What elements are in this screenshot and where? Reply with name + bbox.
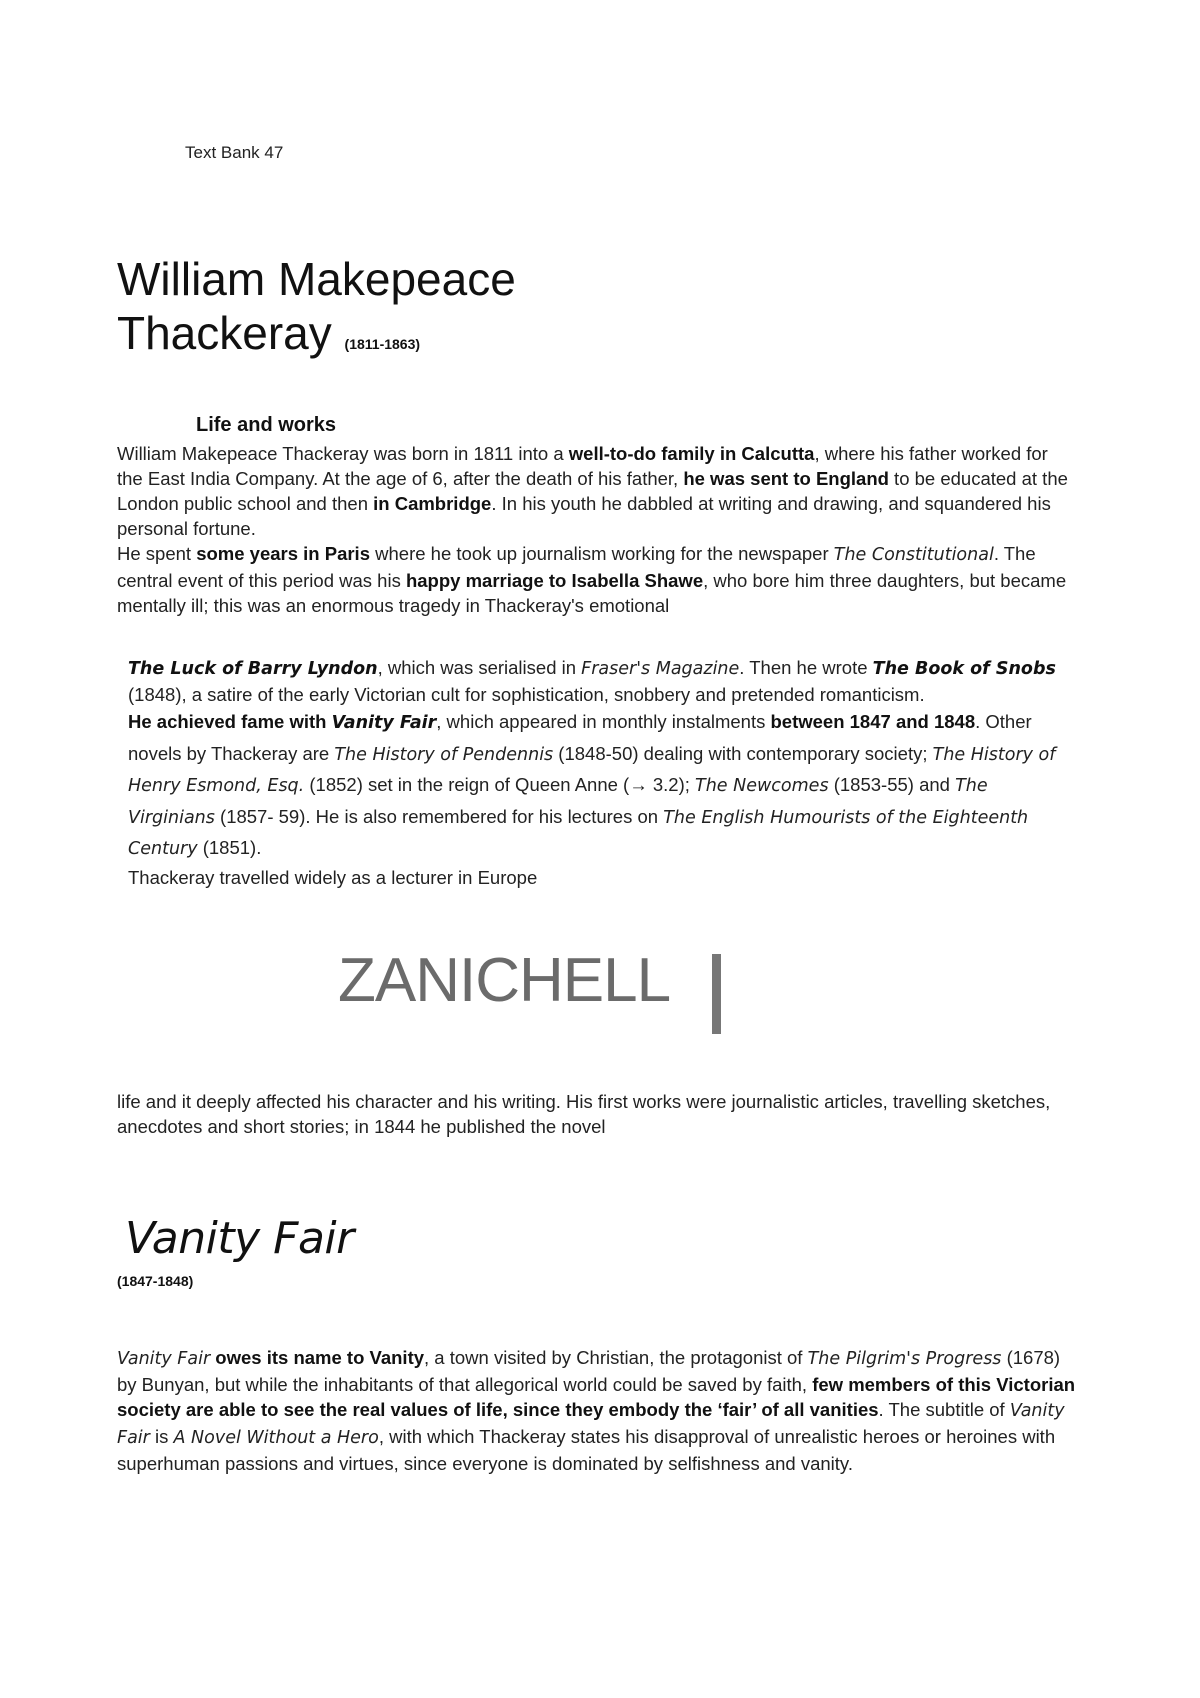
zanichelli-logo: ZANICHELL (338, 946, 671, 1015)
author-dates: (1811-1863) (344, 336, 421, 352)
text-bank-label: Text Bank 47 (185, 143, 284, 162)
life-paragraph-2: The Luck of Barry Lyndon, which was serialised in Fraser's Magazine. Then he wrote The Book of Snobs (1848), a satire of the early Victorian cult for sophistication, snobbery and pretended romanticism. He achieved fame with Vanity Fair, which appeared in monthly instalments between 1847 and 1848. Other novels by Thackeray are The History of Pendennis (1848-50) dealing with contemporary society; The History of Henry Esmond, Esq. (1852) set in the reign of Queen Anne (→ 3.2); The Newcomes (1853-55) and The Virginians (1857- 59). He is also remembered for his lectures on The English Humourists of the Eighteenth Century (1851). Thackeray travelled widely as a lecturer in Europe (128, 657, 1056, 888)
novel-paragraph: Vanity Fair owes its name to Vanity, a town visited by Christian, the protagonist of The Pilgrim's Progress (1678) by Bunyan, but while the inhabitants of that allegorical world could be saved by faith, few members of this Victorian society are able to see the real values of life, since they embody the ‘fair’ of all vanities. The subtitle of Vanity Fair is A Novel Without a Hero, with which Thackeray states his disapproval of unrealistic heroes or heroines with superhuman passions and virtues, since everyone is dominated by selfishness and vanity. (117, 1347, 1076, 1474)
life-paragraph-1: William Makepeace Thackeray was born in 1811 into a well-to-do family in Calcutta, where his father worked for the East India Company. At the age of 6, after the death of his father, he was sent to England to be educated at the London public school and then in Cambridge. In his youth he dabbled at writing and drawing, and squandered his personal fortune. He spent some years in Paris where he took up journalism working for the newspaper The Constitutional. The central event of this period was his happy marriage to Isabella Shawe, who bore him three daughters, but became mentally ill; this was an enormous tragedy in Thackeray's emotional (117, 443, 1068, 616)
zanichelli-logo-bar (712, 954, 721, 1034)
author-title (117, 252, 516, 371)
novel-dates: (1847-1848) (117, 1273, 194, 1289)
author-name-line1: William Makepeace (117, 253, 516, 305)
life-paragraph-3: life and it deeply affected his character and his writing. His first works were journalistic articles, travelling sketches, anecdotes and short stories; in 1844 he published the novel (117, 1091, 1051, 1137)
author-name-line2: Thackeray (117, 307, 332, 359)
novel-title: Vanity Fair (125, 1213, 354, 1264)
life-and-works-heading: Life and works (196, 414, 337, 436)
